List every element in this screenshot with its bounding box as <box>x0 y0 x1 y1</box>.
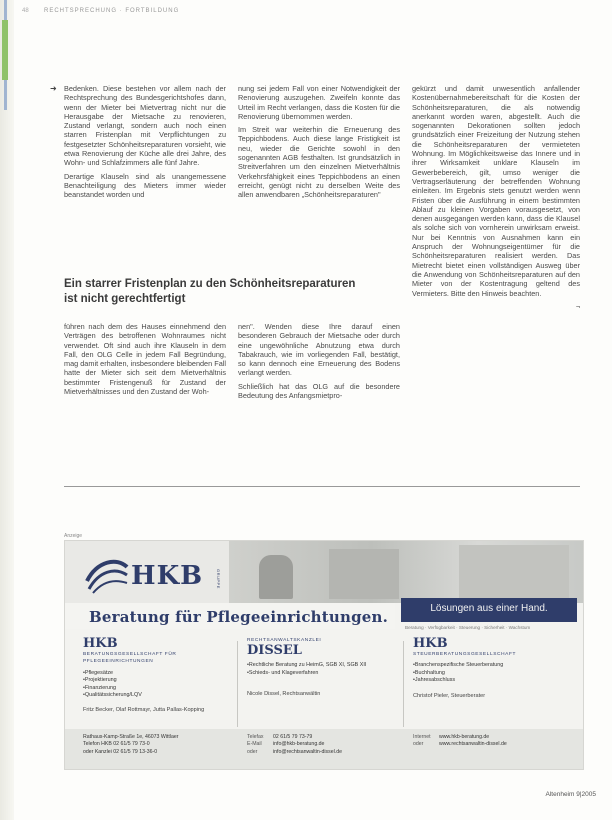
ad-brand-pre: RECHTSANWALTSKANZLEI <box>247 638 322 643</box>
email-link[interactable]: info@hkb-beratung.de <box>273 741 325 748</box>
phone-line: oder Kanzlei 02 61/5 79 13-36-0 <box>83 748 158 755</box>
ad-column-kanzlei <box>247 637 397 699</box>
ad-contact-names: Fritz Becker, Olaf Rottmayr, Jutta Pallas-Kopping <box>83 707 205 714</box>
ad-service-list <box>413 662 573 684</box>
list-item: • Projektierung <box>83 677 233 684</box>
paragraph: nung sei jedem Fall von einer Notwendigkeit der Renovierung auszugehen. Zweifeln konnte das Urteil im Recht verlangen, dass die Kosten für die Renovierung übernommen werden. <box>238 84 400 121</box>
ad-photo <box>229 541 584 603</box>
arrow-right-icon: ➜ <box>50 84 57 93</box>
ad-service-list <box>83 670 233 700</box>
ad-logo-small: GRUPPE <box>216 569 221 589</box>
contact-label: oder <box>413 741 424 748</box>
contact-label: E-Mail <box>247 741 262 748</box>
ad-address <box>83 734 233 756</box>
list-item: • Rechtliche Beratung zu HeimG, SGB XI, SGB XII <box>247 662 397 669</box>
website-link[interactable]: www.hkb-beratung.de <box>439 734 490 740</box>
ad-web-details <box>413 734 578 749</box>
fax-value: 02 61/5 79 73-79 <box>273 734 313 740</box>
list-item: • Jahresabschluss <box>413 677 573 684</box>
paragraph: Derartige Klauseln sind als unangemessene Benachteiligung des Mieters immer wieder beanstandet worden und <box>64 171 226 200</box>
ad-contact-names: Christof Pieler, Steuerberater <box>413 692 486 699</box>
wave-logo-icon <box>83 551 131 595</box>
ad-slogan: Lösungen aus einer Hand. <box>430 603 548 614</box>
list-item: • Qualitätssicherung/LQV <box>83 692 233 699</box>
list-item: • Pflegesätze <box>83 670 233 677</box>
ad-brand-sub: BERATUNGSGESELLSCHAFT FÜR PFLEGEEINRICHTUNGEN <box>83 652 177 665</box>
ad-subline: Beratung · Verfügbarkeit · Steuerung · Sicherheit · Wachstum <box>405 625 531 630</box>
hkb-logo <box>83 551 233 599</box>
ad-contact-names: Nicole Dissel, Rechtsanwältin <box>247 691 321 698</box>
paragraph: nen". Wenden diese Ihre darauf einen besonderen Gebrauch der Mietsache oder durch eine ungewöhnliche Abnutzung etwa durch Tabakrauch, wie im vorliegenden Fall, bestätigt, so kann dennoch eine Erneuerung des Bodens verlangt werden. <box>238 322 400 378</box>
list-item: • Finanzierung <box>83 685 233 692</box>
running-head: RECHTSPRECHUNG · FORTBILDUNG <box>44 8 180 14</box>
ad-tagline-bar <box>65 603 395 629</box>
ad-brand: DISSEL <box>247 643 302 659</box>
ad-service-list <box>247 662 397 677</box>
article-column-3 <box>412 84 580 316</box>
phone-line: Telefon HKB 02 61/5 79 73-0 <box>83 741 150 748</box>
end-mark: ¬ <box>575 303 580 311</box>
section-divider <box>64 486 580 487</box>
contact-label: Telefax <box>247 734 264 740</box>
list-item: • Branchenspezifische Steuerberatung <box>413 662 573 669</box>
paragraph: Schließlich hat das OLG auf die besondere Bedeutung des Anfangsmietpro- <box>238 381 400 401</box>
ad-contact-details <box>247 734 397 756</box>
ad-logo-text: HKB <box>131 561 204 591</box>
magazine-footer-title: Altenheim 9|2005 <box>545 791 596 798</box>
list-item: • Schieds- und Klageverfahren <box>247 670 397 677</box>
website-link[interactable]: www.rechtsanwaltin-dissel.de <box>439 741 507 748</box>
ad-column-beratung <box>83 637 233 715</box>
ad-column-divider <box>403 641 404 727</box>
article-subheadline: Ein starrer Fristenplan zu den Schönheitsreparaturen ist nicht gerechtfertigt <box>64 278 356 305</box>
advertisement <box>64 540 584 770</box>
paragraph: gekürzt und damit unwesentlich anfallender Kostenübernahmebereitschaft für die Kosten der Schönheitsreparaturen, die als notwendig anerkannt worden waren, abgestellt. Auch die sogenannten Dekorationen sollten jedoch grundsätzlich einer Freizeitung der Nutzung stehen die Schönheitsreparaturen der vermieteten Wohnung. Im Möglichkeitsweise das Innere und in ihrer Wirksamkeit unklare Klauseln im Gewerbebereich, gilt, umso weniger die Vertragserläuterung der betreffenden Wohnung einleiten. Im Ergebnis stets genutzt werden wenn Fristen über die Ausführung in einem bestimmten Ablauf zu kleinen Vorgaben vorausgesetzt, von denen ausgegangen werden kann, dass die Klausel als solche sich von vornherein unwirksam erweist. Nur bei Kenntnis von Ausnahmen kann ein Anspruch der Wohnungseigentümer für die Schönheitsreparaturen realisiert werden. Das Mietrecht bietet einen vollständigen Ausweg über die Anwendung von Schönheitsreparaturen auf den Mieter von der Kostentragung geltend des Vermieters. Bitte den Hinweis beachten. <box>412 84 580 298</box>
ad-brand: HKB <box>413 636 448 651</box>
ad-contact-footer <box>65 729 584 770</box>
article-column-1-bottom <box>64 322 226 400</box>
spine-color-tab <box>2 20 8 80</box>
ad-column-divider <box>237 641 238 727</box>
paragraph: führen nach dem des Hauses einnehmend den Verträgen des betroffenen Wohnraumes nicht verwendet. Oft sind auch ihre Klauseln in dem Fall, den OLG Celle in jedem Fall Begründung, mag damit erhalten, insbesondere bleibenden Fall hatte der Mieter sich seit dem Mietverhältnis bestimmter Fristengenuß für Zustand der Mietverhältnisses und den Zustand der Woh- <box>64 322 226 397</box>
address-line: Rathaus-Kamp-Straße 1e, 46073 Wittlaer <box>83 734 179 740</box>
ad-tagline: Beratung für Pflegeeinrichtungen. <box>89 608 389 626</box>
ad-brand-sub: STEUERBERATUNGSGESELLSCHAFT <box>413 652 517 657</box>
article-column-1-top <box>64 84 226 204</box>
ad-column-steuer <box>413 637 573 700</box>
page-spine <box>0 0 14 820</box>
paragraph: Bedenken. Diese bestehen vor allem nach der Rechtsprechung des Bundesgerichtshofes dann, wenn der Mieter bei Mietvertrag nicht nur die Herausgabe der Mietsache zu renovieren, Zustand verlangt, sondern auch noch einen starren Fristenplan mit Verpflichtungen zu festgesetzter Schönheitsreparaturen vorsieht, wie etwa Renovierung der Küche alle drei Jahre, des Wohn- und Schlafzimmers alle fünf Jahre. <box>64 84 226 168</box>
ad-slogan-box <box>401 598 577 622</box>
article-column-2-top <box>238 84 400 204</box>
article-column-2-bottom <box>238 322 400 404</box>
list-item: • Buchhaltung <box>413 670 573 677</box>
ad-brand: HKB <box>83 636 118 651</box>
page-number: 48 <box>22 8 29 14</box>
contact-label: oder <box>247 748 258 755</box>
paragraph: Im Streit war weiterhin die Erneuerung des Teppichbodens. Auch diese lange Fristigkeit ist neu, wieder die Gerichte sowohl in den sogenannten AGB festhalten. Ist grundsätzlich in Streitverfahren um den einzelnen Mietverhältnis Verkehrsfähigkeit eines Teppichbodens an einen erreicht, genügt nicht zu derselben Weite des allen anwendbaren „Schönheitsreparaturen" <box>238 125 400 200</box>
email-link[interactable]: info@rechtsanwaltin-dissel.de <box>273 748 342 755</box>
ad-label: Anzeige <box>64 533 83 539</box>
contact-label: Internet <box>413 734 431 740</box>
